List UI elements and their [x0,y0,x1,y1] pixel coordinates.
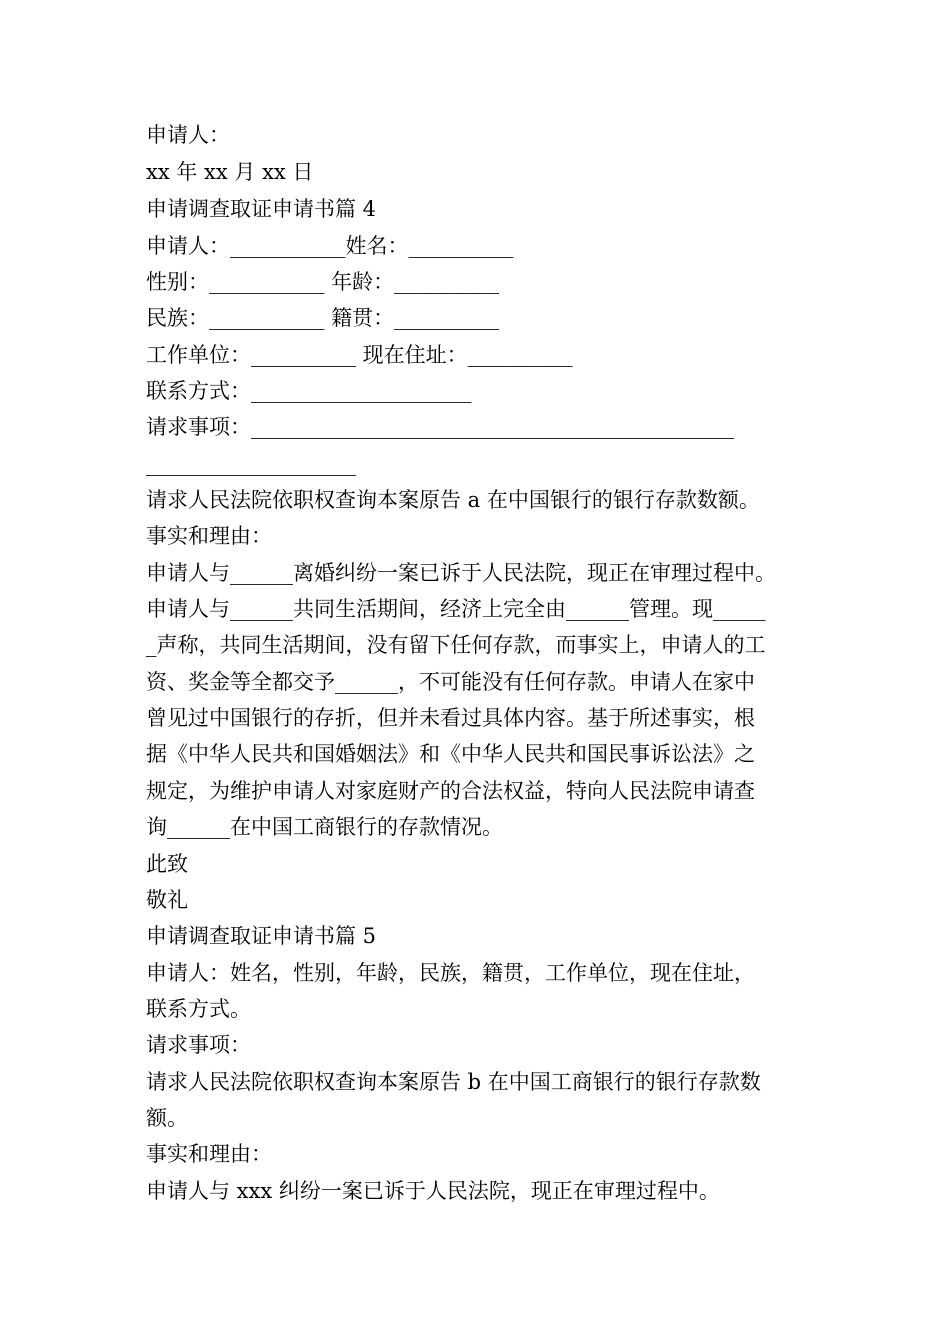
request-items-heading-5: 请求事项： [146,1033,251,1057]
request-items-line: 请求事项：______________________________________________ [146,415,734,439]
applicant-signature-label: 申请人： [146,123,230,147]
section-heading-4: 申请调查取证申请书篇 4 [146,197,377,221]
facts-text-5: 申请人与 xxx 纠纷一案已诉于人民法院，现正在审理过程中。 [146,1179,720,1203]
facts-paragraph-2-line-1: 申请人与______共同生活期间，经济上完全由______管理。现_____ [146,597,766,621]
facts-heading-4: 事实和理由： [146,524,272,548]
facts-paragraph-2-line-3: 资、奖金等全都交予______，不可能没有任何存款。申请人在家中 [146,670,755,694]
applicant-info-line-1: 申请人：姓名，性别，年龄，民族，籍贯，工作单位，现在住址， [146,961,755,985]
request-text-4: 请求人民法院依职权查询本案原告 a 在中国银行的银行存款数额。 [146,488,760,512]
request-items-continuation: ____________________ [146,452,356,476]
facts-paragraph-2-line-4: 曾见过中国银行的存折，但并未看过具体内容。基于所述事实，根 [146,706,755,730]
applicant-name-line: 申请人：___________姓名：__________ [146,234,514,258]
closing-cizhi: 此致 [146,852,188,876]
facts-heading-5: 事实和理由： [146,1142,272,1166]
section-heading-5: 申请调查取证申请书篇 5 [146,924,377,948]
facts-paragraph-2-line-7: 询______在中国工商银行的存款情况。 [146,815,503,839]
applicant-info-line-2: 联系方式。 [146,997,251,1021]
date-line: xx 年 xx 月 xx 日 [146,160,314,184]
gender-age-line: 性别：___________ 年龄：__________ [146,270,500,294]
request-text-5-line-2: 额。 [146,1106,188,1130]
closing-jingli: 敬礼 [146,888,188,912]
contact-line: 联系方式：_____________________ [146,379,472,403]
facts-paragraph-1: 申请人与______离婚纠纷一案已诉于人民法院，现正在审理过程中。 [146,561,776,585]
ethnicity-origin-line: 民族：___________ 籍贯：__________ [146,306,500,330]
employer-address-line: 工作单位：__________ 现在住址：__________ [146,343,573,367]
request-text-5-line-1: 请求人民法院依职权查询本案原告 b 在中国工商银行的银行存款数 [146,1070,761,1094]
facts-paragraph-2-line-5: 据《中华人民共和国婚姻法》和《中华人民共和国民事诉讼法》之 [146,742,755,766]
facts-paragraph-2-line-6: 规定，为维护申请人对家庭财产的合法权益，特向人民法院申请查 [146,779,755,803]
facts-paragraph-2-line-2: _声称，共同生活期间，没有留下任何存款，而事实上，申请人的工 [146,633,766,657]
